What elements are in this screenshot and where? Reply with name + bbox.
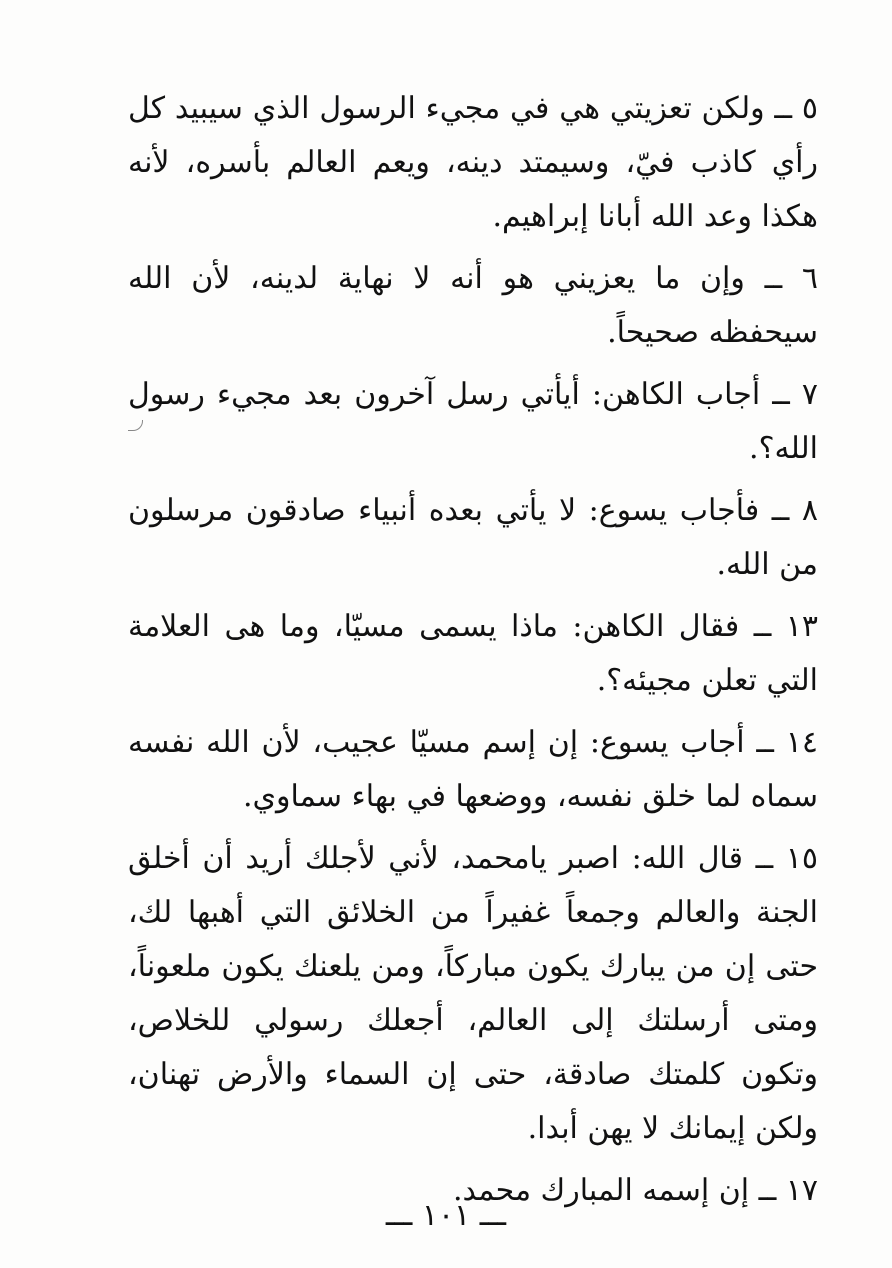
page-number: ـــ ١٠١ ـــ (385, 1198, 507, 1233)
paragraph-verse-5: ٥ ــ ولكن تعزيتي هي في مجيء الرسول الذي سيبيد كل رأي كاذب فيّ، وسيمتد دينه، ويعم العالم بأسره، لأنه هكذا وعد الله أبانا إبراهيم. (128, 91, 818, 234)
body-text (128, 82, 818, 1218)
paragraph-verse-17: ١٧ ــ إن إسمه المبارك محمد. (452, 1173, 818, 1208)
paragraph-verse-13: ١٣ ــ فقال الكاهن: ماذا يسمى مسيّا، وما هى العلامة التي تعلن مجيئه؟. (128, 609, 818, 698)
paragraph-verse-14: ١٤ ــ أجاب يسوع: إن إسم مسيّا عجيب، لأن الله نفسه سماه لما خلق نفسه، ووضعها في بهاء سماوي. (128, 725, 818, 814)
paragraph-verse-6: ٦ ــ وإن ما يعزيني هو أنه لا نهاية لدينه، لأن الله سيحفظه صحيحاً. (128, 261, 818, 350)
paragraph-verse-8: ٨ ــ فأجاب يسوع: لا يأتي بعده أنبياء صادقون مرسلون من الله. (128, 493, 818, 582)
paragraph-verse-15: ١٥ ــ قال الله: اصبر يامحمد، لأني لأجلك أريد أن أخلق الجنة والعالم وجمعاً غفيراً من الخلائق التي أهبها لك، حتى إن من يبارك يكون مباركاً، ومن يلعنك يكون ملعوناً، ومتى أرسلتك إلى العالم، أجعلك رسولي للخلاص، وتكون كلمتك صادقة، حتى إن السماء والأرض تهنان، ولكن إيمانك لا يهن أبدا. (128, 841, 818, 1146)
paragraph-verse-7: ٧ ــ أجاب الكاهن: أيأتي رسل آخرون بعد مجيء رسول الله؟. (128, 377, 818, 466)
